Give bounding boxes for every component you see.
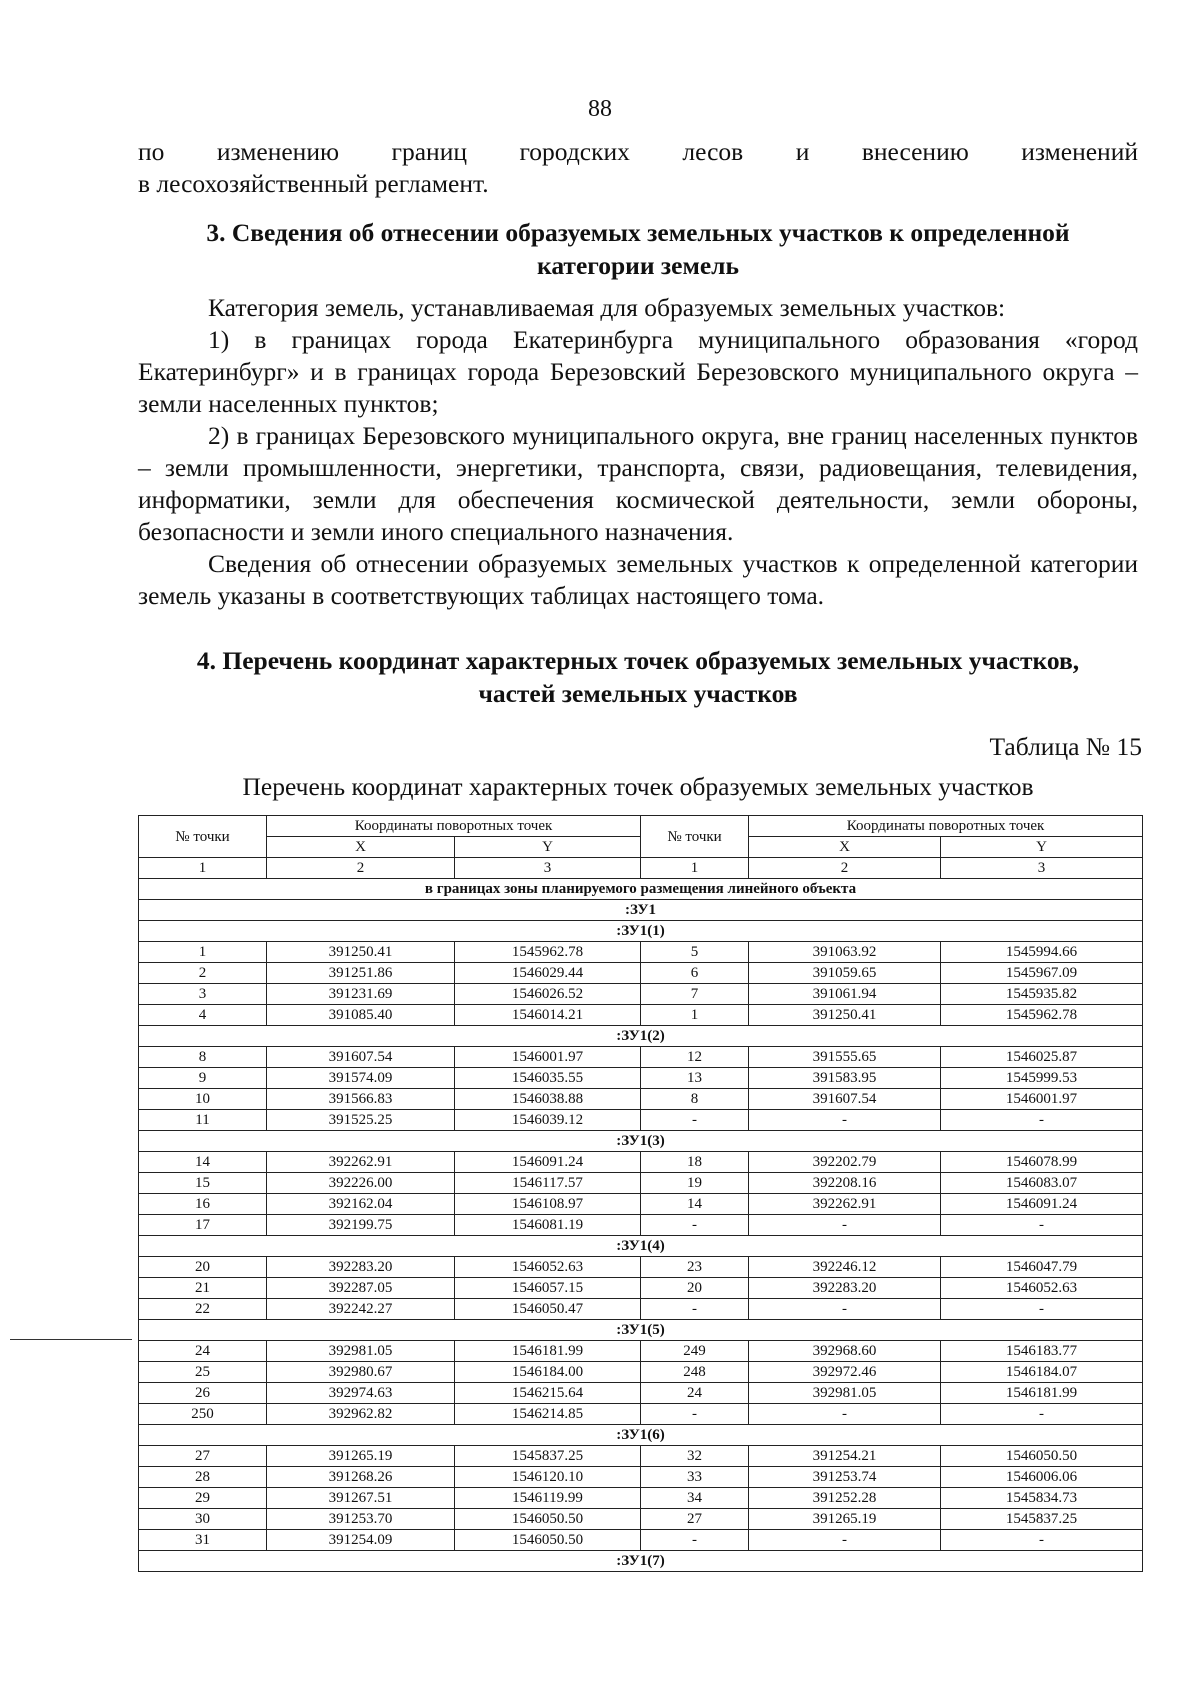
point-no-cell: 248 [641, 1362, 749, 1383]
header-x: X [267, 837, 455, 858]
x-cell: 391267.51 [267, 1488, 455, 1509]
y-cell: - [941, 1530, 1143, 1551]
column-number: 3 [941, 858, 1143, 879]
zone-label: в границах зоны планируемого размещения линейного объекта [139, 879, 1143, 900]
point-no-cell: 33 [641, 1467, 749, 1488]
x-cell: 391253.70 [267, 1509, 455, 1530]
table-body [139, 879, 1143, 1572]
y-cell: 1545967.09 [941, 963, 1143, 984]
y-cell: 1546006.06 [941, 1467, 1143, 1488]
y-cell: 1546052.63 [455, 1257, 641, 1278]
point-no-cell: 9 [139, 1068, 267, 1089]
table-row [139, 1152, 1143, 1173]
x-cell: 391250.41 [267, 942, 455, 963]
point-no-cell: 26 [139, 1383, 267, 1404]
table-row [139, 1383, 1143, 1404]
header-x: X [749, 837, 941, 858]
table-row [139, 1509, 1143, 1530]
column-number: 1 [641, 858, 749, 879]
group-row [139, 1026, 1143, 1047]
y-cell: 1545837.25 [455, 1446, 641, 1467]
y-cell: 1546183.77 [941, 1341, 1143, 1362]
point-no-cell: 8 [139, 1047, 267, 1068]
x-cell: 391254.09 [267, 1530, 455, 1551]
section4-title-line1: 4. Перечень координат характерных точек образуемых земельных участков, [196, 646, 1080, 675]
y-cell: 1545837.25 [941, 1509, 1143, 1530]
intro-word: и внесению [795, 137, 969, 166]
point-no-cell: - [641, 1215, 749, 1236]
point-no-cell: 20 [641, 1278, 749, 1299]
point-no-cell: 28 [139, 1467, 267, 1488]
group-row [139, 1131, 1143, 1152]
y-cell: 1546052.63 [941, 1278, 1143, 1299]
section3-heading [138, 216, 1138, 282]
point-no-cell: 11 [139, 1110, 267, 1131]
column-number: 2 [749, 858, 941, 879]
x-cell: 392981.05 [749, 1383, 941, 1404]
x-cell: 391265.19 [267, 1446, 455, 1467]
y-cell: 1546091.24 [455, 1152, 641, 1173]
x-cell: 391251.86 [267, 963, 455, 984]
point-no-cell: 19 [641, 1173, 749, 1194]
y-cell: 1546184.07 [941, 1362, 1143, 1383]
x-cell: 391253.74 [749, 1467, 941, 1488]
y-cell: 1546119.99 [455, 1488, 641, 1509]
table-row [139, 1047, 1143, 1068]
point-no-cell: 15 [139, 1173, 267, 1194]
table-row [139, 1215, 1143, 1236]
x-cell: - [749, 1530, 941, 1551]
point-no-cell: 4 [139, 1005, 267, 1026]
y-cell: 1545962.78 [455, 942, 641, 963]
y-cell: 1546050.50 [455, 1509, 641, 1530]
y-cell: 1546025.87 [941, 1047, 1143, 1068]
x-cell: - [749, 1110, 941, 1131]
point-no-cell: 1 [641, 1005, 749, 1026]
table-header-row [139, 816, 1143, 837]
point-no-cell: 30 [139, 1509, 267, 1530]
y-cell: 1546120.10 [455, 1467, 641, 1488]
page-number: 88 [588, 96, 612, 122]
point-no-cell: 21 [139, 1278, 267, 1299]
column-number: 2 [267, 858, 455, 879]
section3-paragraph-1: Категория земель, устанавливаемая для образуемых земельных участков: [208, 293, 1006, 322]
x-cell: 391607.54 [749, 1089, 941, 1110]
x-cell: 391250.41 [749, 1005, 941, 1026]
x-cell: 392981.05 [267, 1341, 455, 1362]
point-no-cell: 250 [139, 1404, 267, 1425]
point-no-cell: 12 [641, 1047, 749, 1068]
intro-word: лесов [682, 137, 744, 166]
group-label: :ЗУ1(3) [139, 1131, 1143, 1152]
y-cell: 1546184.00 [455, 1362, 641, 1383]
y-cell: 1546050.50 [941, 1446, 1143, 1467]
point-no-cell: 20 [139, 1257, 267, 1278]
table-row [139, 1068, 1143, 1089]
group-label: :ЗУ1(2) [139, 1026, 1143, 1047]
section3-paragraph-4: Сведения об отнесении образуемых земельных участков к определенной категории земель указаны в соответствующих таблицах настоящего тома. [138, 549, 1138, 610]
y-cell: 1546214.85 [455, 1404, 641, 1425]
y-cell: 1546001.97 [941, 1089, 1143, 1110]
group-row [139, 921, 1143, 942]
point-no-cell: 32 [641, 1446, 749, 1467]
y-cell: - [941, 1215, 1143, 1236]
x-cell: 392287.05 [267, 1278, 455, 1299]
point-no-cell: 7 [641, 984, 749, 1005]
header-coords: Координаты поворотных точек [749, 816, 1143, 837]
y-cell: 1546083.07 [941, 1173, 1143, 1194]
point-no-cell: 8 [641, 1089, 749, 1110]
x-cell: 391525.25 [267, 1110, 455, 1131]
parcel-row [139, 900, 1143, 921]
y-cell: 1545834.73 [941, 1488, 1143, 1509]
x-cell: - [749, 1404, 941, 1425]
intro-word: изменений [1021, 137, 1138, 166]
y-cell: 1546181.99 [455, 1341, 641, 1362]
x-cell: 391061.94 [749, 984, 941, 1005]
point-no-cell: 5 [641, 942, 749, 963]
header-point-no: № точки [139, 816, 267, 858]
y-cell: 1546029.44 [455, 963, 641, 984]
point-no-cell: 29 [139, 1488, 267, 1509]
x-cell: 392962.82 [267, 1404, 455, 1425]
point-no-cell: - [641, 1299, 749, 1320]
point-no-cell: 1 [139, 942, 267, 963]
column-number: 1 [139, 858, 267, 879]
point-no-cell: 14 [641, 1194, 749, 1215]
section4-heading [138, 644, 1138, 710]
point-no-cell: 3 [139, 984, 267, 1005]
table-row [139, 1299, 1143, 1320]
coordinates-table [138, 815, 1143, 1572]
y-cell: 1546057.15 [455, 1278, 641, 1299]
point-no-cell: - [641, 1530, 749, 1551]
header-point-no: № точки [641, 816, 749, 858]
point-no-cell: 24 [641, 1383, 749, 1404]
x-cell: 391063.92 [749, 942, 941, 963]
y-cell: 1546081.19 [455, 1215, 641, 1236]
group-row [139, 1320, 1143, 1341]
point-no-cell: 14 [139, 1152, 267, 1173]
table-row [139, 1257, 1143, 1278]
section4-title-line2: частей земельных участков [478, 679, 798, 708]
y-cell: 1546181.99 [941, 1383, 1143, 1404]
x-cell: 392283.20 [749, 1278, 941, 1299]
header-y: Y [455, 837, 641, 858]
parcel-label: :ЗУ1 [139, 900, 1143, 921]
table-row [139, 1404, 1143, 1425]
point-no-cell: 2 [139, 963, 267, 984]
section3-title-line1: 3. Сведения об отнесении образуемых земельных участков к определенной [206, 218, 1070, 247]
x-cell: 391607.54 [267, 1047, 455, 1068]
y-cell: 1546108.97 [455, 1194, 641, 1215]
y-cell: 1546039.12 [455, 1110, 641, 1131]
point-no-cell: 18 [641, 1152, 749, 1173]
table-row [139, 1278, 1143, 1299]
y-cell: 1546050.50 [455, 1530, 641, 1551]
point-no-cell: 249 [641, 1341, 749, 1362]
x-cell: 392283.20 [267, 1257, 455, 1278]
table-row [139, 1488, 1143, 1509]
group-label: :ЗУ1(6) [139, 1425, 1143, 1446]
zone-row [139, 879, 1143, 900]
point-no-cell: 25 [139, 1362, 267, 1383]
x-cell: 391583.95 [749, 1068, 941, 1089]
point-no-cell: - [641, 1110, 749, 1131]
y-cell: 1546001.97 [455, 1047, 641, 1068]
point-no-cell: 27 [139, 1446, 267, 1467]
group-label: :ЗУ1(1) [139, 921, 1143, 942]
intro-word: городских [519, 137, 630, 166]
x-cell: 392246.12 [749, 1257, 941, 1278]
table-row [139, 942, 1143, 963]
table-row [139, 1362, 1143, 1383]
table-number: Таблица № 15 [989, 732, 1142, 761]
table-row [139, 1110, 1143, 1131]
group-row [139, 1425, 1143, 1446]
x-cell: 391268.26 [267, 1467, 455, 1488]
x-cell: 392262.91 [749, 1194, 941, 1215]
column-number: 3 [455, 858, 641, 879]
y-cell: - [941, 1299, 1143, 1320]
point-no-cell: 24 [139, 1341, 267, 1362]
x-cell: 392202.79 [749, 1152, 941, 1173]
table-row [139, 1173, 1143, 1194]
table-row [139, 984, 1143, 1005]
group-row [139, 1551, 1143, 1572]
point-no-cell: 17 [139, 1215, 267, 1236]
x-cell: 392162.04 [267, 1194, 455, 1215]
point-no-cell: 16 [139, 1194, 267, 1215]
intro-line-2: в лесохозяйственный регламент. [138, 169, 489, 198]
y-cell: 1546014.21 [455, 1005, 641, 1026]
point-no-cell: 10 [139, 1089, 267, 1110]
y-cell: 1545999.53 [941, 1068, 1143, 1089]
point-no-cell: 13 [641, 1068, 749, 1089]
y-cell: 1546215.64 [455, 1383, 641, 1404]
x-cell: 392968.60 [749, 1341, 941, 1362]
x-cell: 392262.91 [267, 1152, 455, 1173]
table-row [139, 1341, 1143, 1362]
group-label: :ЗУ1(5) [139, 1320, 1143, 1341]
y-cell: 1546117.57 [455, 1173, 641, 1194]
point-no-cell: 6 [641, 963, 749, 984]
intro-line-1 [138, 136, 1138, 168]
x-cell: - [749, 1299, 941, 1320]
group-row [139, 1236, 1143, 1257]
table-title: Перечень координат характерных точек образуемых земельных участков [242, 772, 1034, 801]
x-cell: 392974.63 [267, 1383, 455, 1404]
x-cell: 391574.09 [267, 1068, 455, 1089]
y-cell: 1545962.78 [941, 1005, 1143, 1026]
y-cell: 1545935.82 [941, 984, 1143, 1005]
y-cell: - [941, 1110, 1143, 1131]
table-row [139, 1194, 1143, 1215]
y-cell: 1546035.55 [455, 1068, 641, 1089]
section3-title-line2: категории земель [537, 251, 739, 280]
x-cell: 391085.40 [267, 1005, 455, 1026]
group-label: :ЗУ1(7) [139, 1551, 1143, 1572]
margin-line [10, 1339, 132, 1340]
point-no-cell: 31 [139, 1530, 267, 1551]
y-cell: 1546050.47 [455, 1299, 641, 1320]
point-no-cell: 34 [641, 1488, 749, 1509]
point-no-cell: - [641, 1404, 749, 1425]
y-cell: 1546047.79 [941, 1257, 1143, 1278]
group-label: :ЗУ1(4) [139, 1236, 1143, 1257]
section3-paragraph-2: 1) в границах города Екатеринбурга муниципального образования «город Екатеринбург» и в границах города Березовский Березовского муниципального округа – земли населенных пунктов; [138, 325, 1138, 418]
x-cell: 392242.27 [267, 1299, 455, 1320]
header-coords: Координаты поворотных точек [267, 816, 641, 837]
x-cell: 392980.67 [267, 1362, 455, 1383]
x-cell: 391252.28 [749, 1488, 941, 1509]
y-cell: 1546026.52 [455, 984, 641, 1005]
section3-paragraph-3: 2) в границах Березовского муниципального округа, вне границ населенных пунктов – земли промышленности, энергетики, транспорта, связи, радиовещания, телевидения, информатики, земли для обеспечения космической деятельности, земли обороны, безопасности и земли иного специального назначения. [138, 421, 1138, 546]
x-cell: 391265.19 [749, 1509, 941, 1530]
x-cell: - [749, 1215, 941, 1236]
section3-body [138, 292, 1138, 612]
x-cell: 392972.46 [749, 1362, 941, 1383]
x-cell: 391566.83 [267, 1089, 455, 1110]
table-row [139, 1446, 1143, 1467]
x-cell: 391059.65 [749, 963, 941, 984]
y-cell: - [941, 1404, 1143, 1425]
table-column-numbers-row [139, 858, 1143, 879]
x-cell: 391555.65 [749, 1047, 941, 1068]
y-cell: 1545994.66 [941, 942, 1143, 963]
table-row [139, 963, 1143, 984]
point-no-cell: 27 [641, 1509, 749, 1530]
y-cell: 1546038.88 [455, 1089, 641, 1110]
x-cell: 392226.00 [267, 1173, 455, 1194]
y-cell: 1546078.99 [941, 1152, 1143, 1173]
table-row [139, 1530, 1143, 1551]
x-cell: 392199.75 [267, 1215, 455, 1236]
point-no-cell: 23 [641, 1257, 749, 1278]
header-y: Y [941, 837, 1143, 858]
y-cell: 1546091.24 [941, 1194, 1143, 1215]
table-row [139, 1005, 1143, 1026]
x-cell: 391231.69 [267, 984, 455, 1005]
point-no-cell: 22 [139, 1299, 267, 1320]
intro-word: по изменению [138, 137, 340, 166]
x-cell: 392208.16 [749, 1173, 941, 1194]
intro-word: границ [391, 137, 467, 166]
table-row [139, 1467, 1143, 1488]
x-cell: 391254.21 [749, 1446, 941, 1467]
table-row [139, 1089, 1143, 1110]
